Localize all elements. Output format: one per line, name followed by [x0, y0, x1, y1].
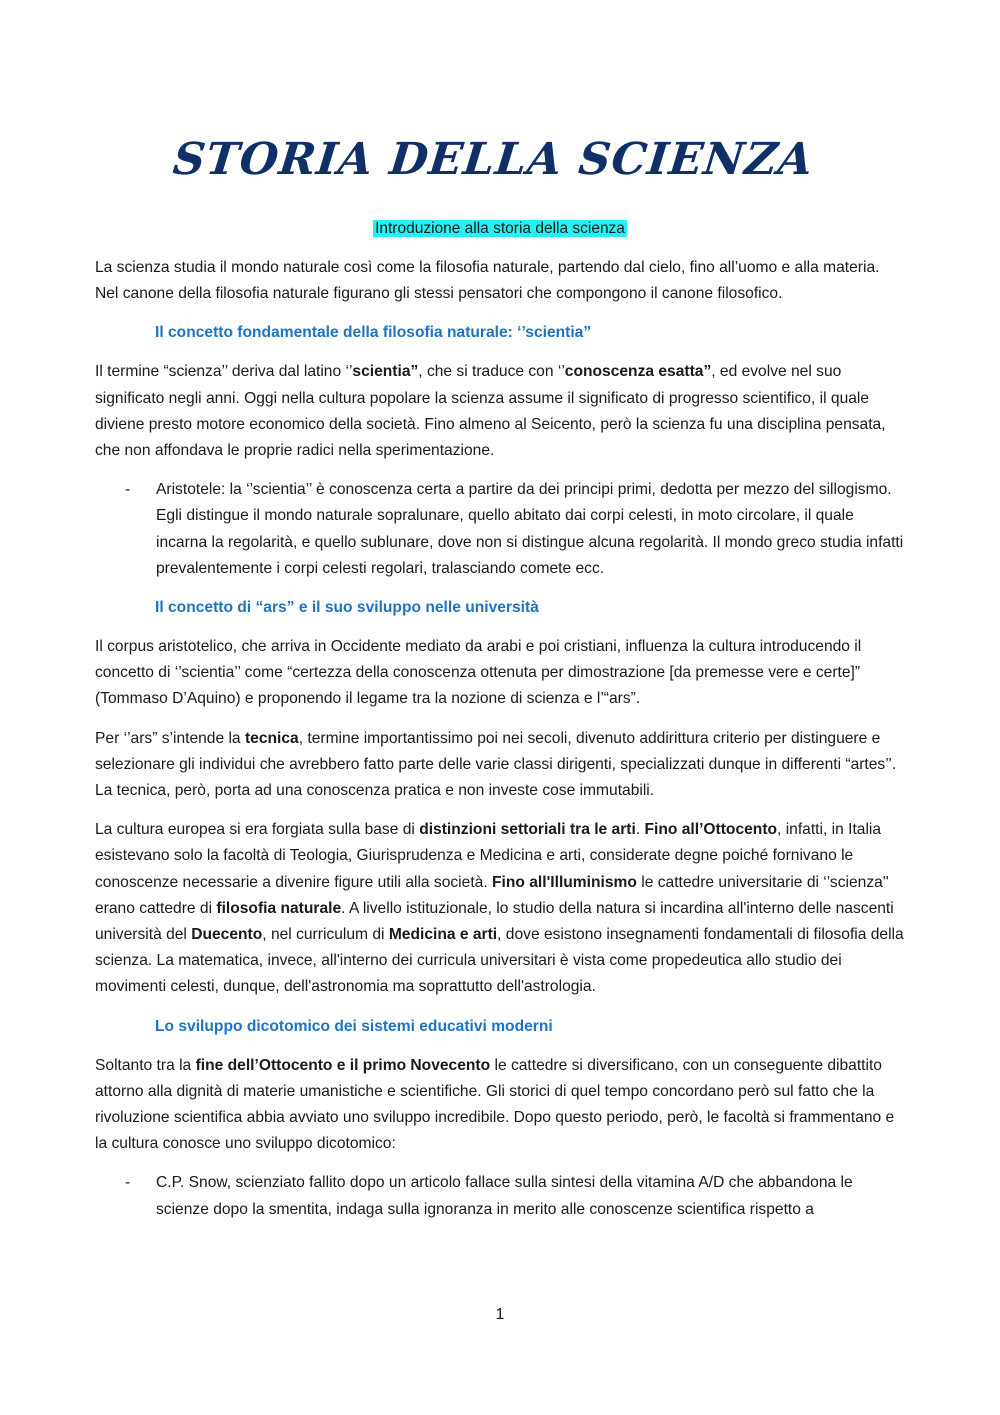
bold-run: Fino all'Illuminismo: [492, 873, 637, 891]
bold-run: filosofia naturale: [216, 899, 342, 917]
aristotele-list: [95, 477, 905, 582]
text-run: , dove esistono insegnamenti fondamentali di filosofia della scienza. La matematica, invece, all'interno dei curricula universitari è vista come propedeutica allo studio dei movimenti celesti, dunque, dell'astronomia ma soprattutto dell'astrologia.: [95, 926, 904, 996]
text-run: le cattedre si diversificano, con un conseguente dibattito attorno alla dignità di materie umanistiche e scientifiche. Gli storici di quel tempo concordano però sul fatto che la rivoluzione scientifica abbia avviato uno sviluppo incredibile. Dopo questo periodo, però, le facoltà si frammentano e la cultura conosce uno sviluppo dicotomico:: [95, 1056, 895, 1153]
text-run: Per ‘’ars” s’intende la: [95, 729, 245, 747]
scientia-paragraph: [95, 359, 905, 464]
sviluppo-paragraph: [95, 1053, 905, 1158]
subtitle-container: [95, 218, 905, 242]
bold-run: fine dell’Ottocento e il primo Novecento: [195, 1056, 491, 1074]
text-run: Soltanto tra la: [95, 1056, 196, 1074]
section-heading-sviluppo: Lo sviluppo dicotomico dei sistemi educativi moderni: [155, 1017, 553, 1035]
text-run: . A livello istituzionale, lo studio della natura si incardina all'interno delle nascenti università del: [95, 899, 894, 944]
snow-list: [95, 1170, 905, 1222]
section-heading-ars: Il concetto di “ars” e il suo sviluppo nelle università: [155, 599, 539, 617]
text-run: , ed evolve nel suo significato negli anni. Oggi nella cultura popolare la scienza assume il significato di progresso scientifico, il quale diviene presto motore economico della società. Fino almeno al Seicento, però la scienza fu una disciplina pensata, che non affondava le proprie radici nella sperimentazione.: [95, 363, 886, 460]
text-run: , che si traduce con ‘’: [418, 363, 565, 381]
bold-run: Medicina e arti: [388, 926, 498, 944]
page-title: STORIA DELLA SCIENZA: [170, 134, 816, 185]
bold-run: Duecento: [191, 926, 263, 944]
bold-run: tecnica: [244, 729, 299, 747]
bold-run: Fino all’Ottocento: [644, 821, 778, 839]
ars-paragraph: [95, 726, 905, 805]
cultura-paragraph: [95, 817, 905, 1000]
list-item: - Aristotele: la ‘’scientia’’ è conoscenza certa a partire da dei principi primi, dedotta per mezzo del sillogismo. Egli distingue il mondo naturale sopralunare, quello abitato dai corpi celesti, in moto circolare, il quale incarna la regolarità, e quello sublunare, dove non si distingue alcuna regolarità. Il mondo greco studia infatti prevalentemente i corpi celesti regolari, tralasciando comete ecc.: [95, 477, 905, 582]
text-run: La cultura europea si era forgiata sulla base di: [95, 821, 420, 839]
page-number: 1: [495, 1306, 505, 1323]
highlighted-subtitle: Introduzione alla storia della scienza: [375, 220, 625, 237]
section-heading-scientia: Il concetto fondamentale della filosofia naturale: ‘’scientia”: [155, 324, 592, 342]
intro-paragraph: La scienza studia il mondo naturale così come la filosofia naturale, partendo dal cielo, fino all’uomo e alla materia. Nel canone della filosofia naturale figurano gli stessi pensatori che compongono il canone filosofico.: [95, 259, 880, 303]
bold-run: conoscenza esatta”: [564, 363, 712, 381]
text-run: , termine importantissimo poi nei secoli, divenuto addirittura criterio per distinguere e selezionare gli individui che avrebbero fatto parte delle varie classi dirigenti, specializzati dunque in differenti “artes’’. La tecnica, però, porta ad una conoscenza pratica e non investe cose immutabili.: [95, 729, 897, 800]
text-run: .: [635, 821, 645, 839]
bold-run: distinzioni settoriali tra le arti: [419, 821, 636, 839]
text-run: Il termine “scienza’’ deriva dal latino ‘’: [95, 363, 353, 381]
text-run: le cattedre universitarie di ‘’scienza'' erano cattedre di: [95, 873, 889, 917]
bold-run: scientia”: [352, 363, 419, 381]
text-run: , nel curriculum di: [262, 926, 389, 944]
list-item: - C.P. Snow, scienziato fallito dopo un articolo fallace sulla sintesi della vitamina A/D che abbandona le scienze dopo la smentita, indaga sulla ignoranza in merito alle conoscenze scientifica rispetto a: [95, 1170, 905, 1222]
text-run: , infatti, in Italia esistevano solo la facoltà di Teologia, Giurisprudenza e Medicina e arti, considerate degne poiché fornivano le conoscenze necessarie a divenire figure utili alla società.: [95, 821, 882, 891]
corpus-paragraph: Il corpus aristotelico, che arriva in Occidente mediato da arabi e poi cristiani, influenza la cultura introducendo il concetto di ‘’scientia’’ come “certezza della conoscenza ottenuta per dimostrazione [da premesse vere e certe]” (Tommaso D’Aquino) e proponendo il legame tra la nozione di scienza e l’“ars”.: [95, 638, 862, 708]
